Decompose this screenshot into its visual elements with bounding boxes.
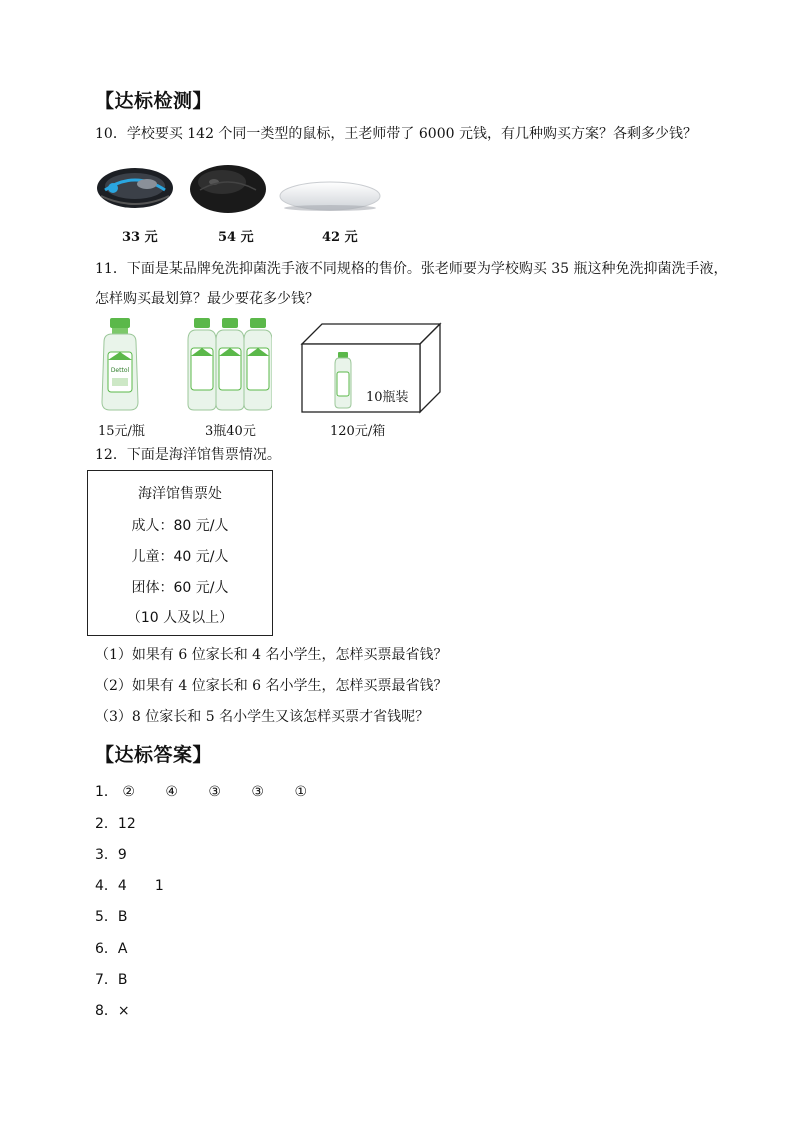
answer-5: 5．B	[95, 909, 128, 925]
bottle-brand-label: Dettol	[110, 367, 130, 374]
ticket-child-price: 儿童：40 元/人	[131, 549, 229, 565]
price-box: 120元/箱	[330, 424, 386, 439]
answer-1-value-a: ②	[122, 784, 135, 800]
ticket-group-price: 团体：60 元/人	[131, 580, 229, 596]
box-quantity-label: 10瓶装	[366, 390, 409, 405]
question-10-text: 10．学校要买 142 个同一类型的鼠标，王老师带了 6000 元钱，有几种购买方案？各剩多少钱？	[95, 126, 697, 142]
answer-3: 3．9	[95, 847, 127, 863]
answer-4	[95, 875, 164, 895]
gaming-mouse-image	[95, 160, 175, 216]
question-12-sub1: （1）如果有 6 位家长和 4 名小学生，怎样买票最省钱？	[95, 647, 448, 663]
answer-1	[95, 781, 307, 801]
ticket-adult-price: 成人：80 元/人	[131, 518, 229, 534]
section-title-assessment: 【达标检测】	[95, 90, 213, 112]
ticket-group-note: （10 人及以上）	[126, 610, 234, 626]
three-bottles-image	[186, 316, 272, 412]
price-white-mouse: 42 元	[322, 230, 358, 245]
question-11-line2: 怎样购买最划算？最少要花多少钱？	[95, 291, 319, 307]
question-12-text: 12．下面是海洋馆售票情况。	[95, 447, 281, 463]
question-12-sub2: （2）如果有 4 位家长和 6 名小学生，怎样买票最省钱？	[95, 678, 448, 694]
answer-1-value-e: ①	[294, 784, 307, 800]
answer-4-label: 4．4	[95, 878, 127, 894]
ticket-price-board	[87, 470, 273, 636]
price-black-mouse: 54 元	[218, 230, 254, 245]
answer-7: 7．B	[95, 972, 128, 988]
answer-1-value-b: ④	[165, 784, 178, 800]
answer-4-value: 1	[154, 878, 164, 894]
answer-1-value-d: ③	[251, 784, 264, 800]
answer-2: 2．12	[95, 816, 136, 832]
price-gaming-mouse: 33 元	[122, 230, 158, 245]
answer-6: 6．A	[95, 941, 128, 957]
answer-8: 8．×	[95, 1003, 130, 1019]
section-title-answers: 【达标答案】	[95, 744, 213, 766]
black-mouse-image	[186, 160, 270, 216]
white-mouse-image	[278, 174, 382, 214]
answer-1-value-c: ③	[208, 784, 221, 800]
question-12-sub3: （3）8 位家长和 5 名小学生又该怎样买票才省钱呢？	[95, 709, 430, 725]
question-11-line1: 11．下面是某品牌免洗抑菌洗手液不同规格的售价。张老师要为学校购买 35 瓶这种免洗抑菌洗手液，	[95, 261, 728, 277]
single-bottle-image	[98, 316, 142, 412]
price-single-bottle: 15元/瓶	[98, 424, 145, 439]
answer-1-label: 1．	[95, 784, 118, 800]
ticket-board-title: 海洋馆售票处	[138, 486, 222, 502]
price-three-bottles: 3瓶40元	[205, 424, 256, 439]
